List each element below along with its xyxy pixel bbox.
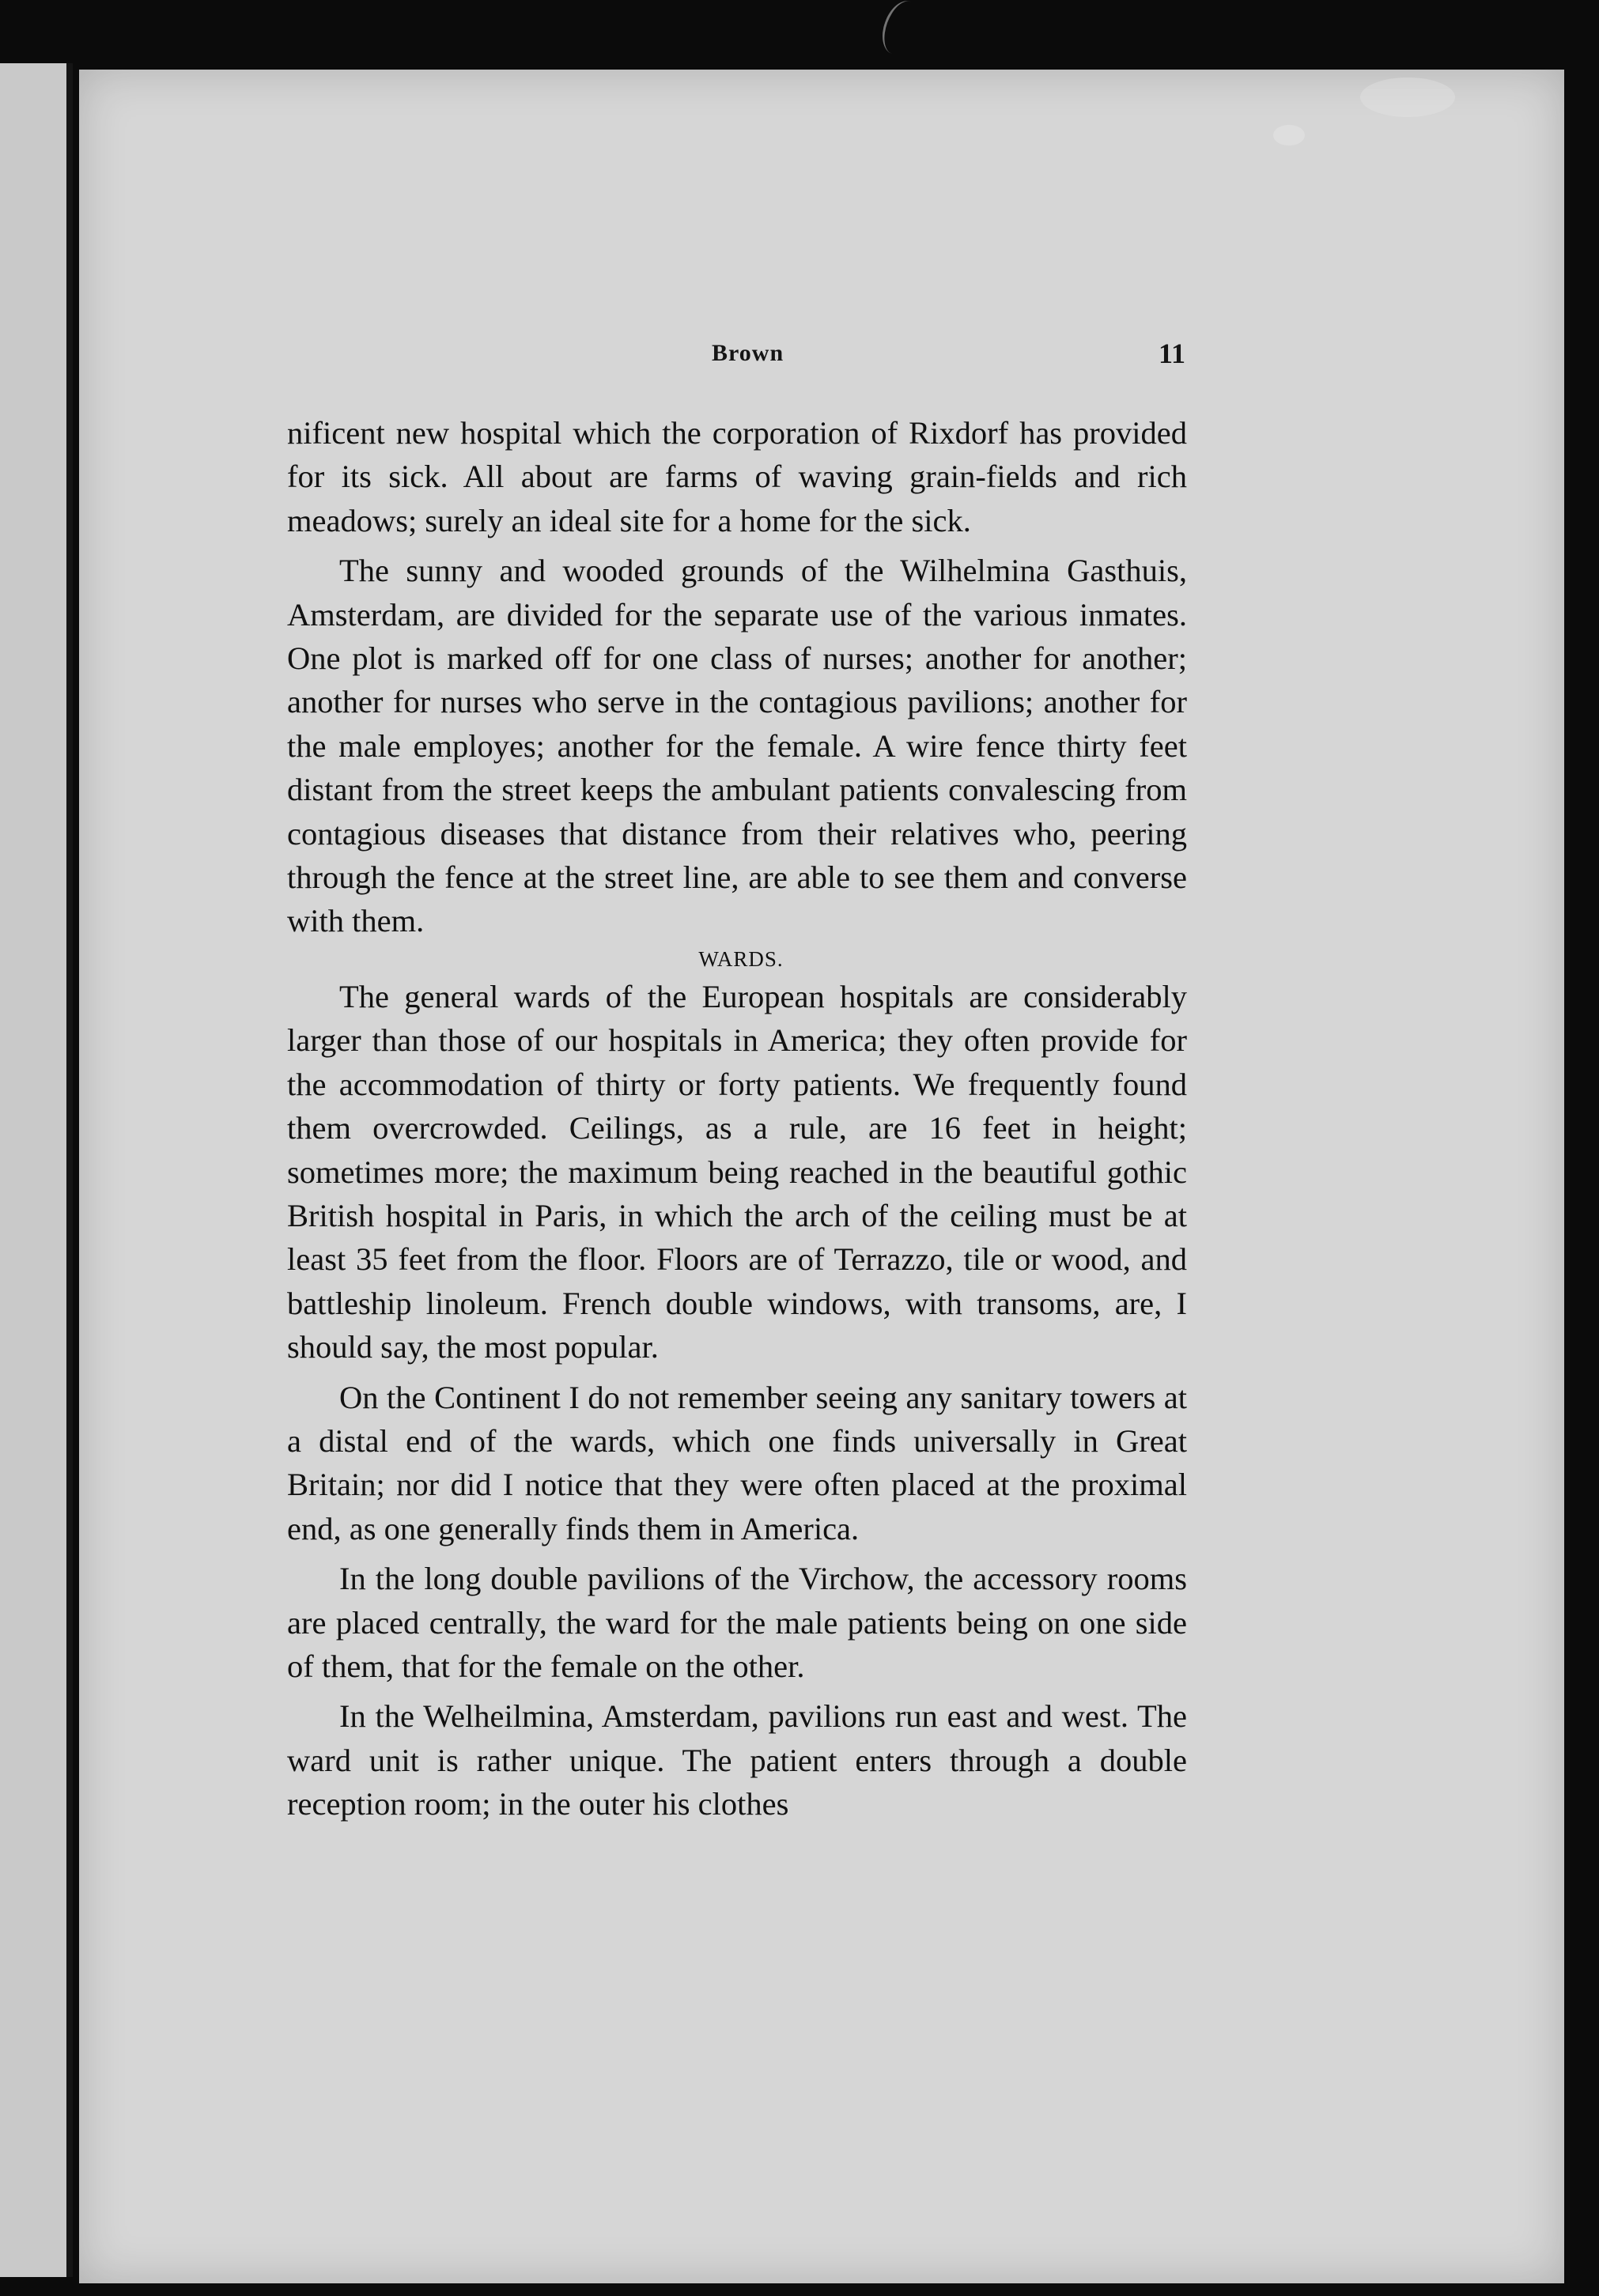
thread-mark — [875, 0, 926, 59]
facing-page-edge — [0, 63, 73, 2277]
section-heading: WARDS. — [698, 946, 784, 971]
running-head-title: Brown — [712, 340, 784, 366]
body-text — [287, 411, 1187, 1826]
paragraph-1: nificent new hospital which the corporation of Rixdorf has provided for its sick. All about are farms of waving grain-fields and rich meadows; surely an ideal site for a home for the sick. — [287, 415, 1187, 538]
paragraph-3: The general wards of the European hospitals are considerably larger than those of our hospitals in America; they often provide for the accommodation of thirty or forty patients. We frequently found them overcrowded. Ceilings, as a rule, are 16 feet in height; sometimes more; the maximum being reached in the beautiful gothic British hospital in Paris, in which the arch of the ceiling must be at least 35 feet from the floor. Floors are of Terrazzo, tile or wood, and battleship linoleum. French double windows, with transoms, are, I should say, the most popular. — [287, 978, 1187, 1365]
paragraph-4: On the Continent I do not remember seeing any sanitary towers at a distal end of the wards, which one finds universally in Great Britain; nor did I notice that they were often placed at the proximal end, as one generally finds them in America. — [287, 1379, 1187, 1546]
running-head — [0, 340, 1599, 387]
paragraph-2: The sunny and wooded grounds of the Wilhelmina Gasthuis, Amsterdam, are divided for the separate use of the various inmates. One plot is marked off for one class of nurses; another for another; another for nurses who serve in the contagious pavilions; another for the male employes; another for the female. A wire fence thirty feet distant from the street keeps the ambulant patients convalescing from contagious diseases that distance from their relatives who, peering through the fence at the street line, are able to see them and converse with them. — [287, 553, 1187, 939]
page-number: 11 — [1159, 338, 1186, 369]
paragraph-5: In the long double pavilions of the Virchow, the accessory rooms are placed centrally, the ward for the male patients being on one side of them, that for the female on the other. — [287, 1561, 1187, 1684]
paragraph-6: In the Welheilmina, Amsterdam, pavilions run east and west. The ward unit is rather unique. The patient enters through a double reception room; in the outer his clothes — [287, 1698, 1187, 1822]
